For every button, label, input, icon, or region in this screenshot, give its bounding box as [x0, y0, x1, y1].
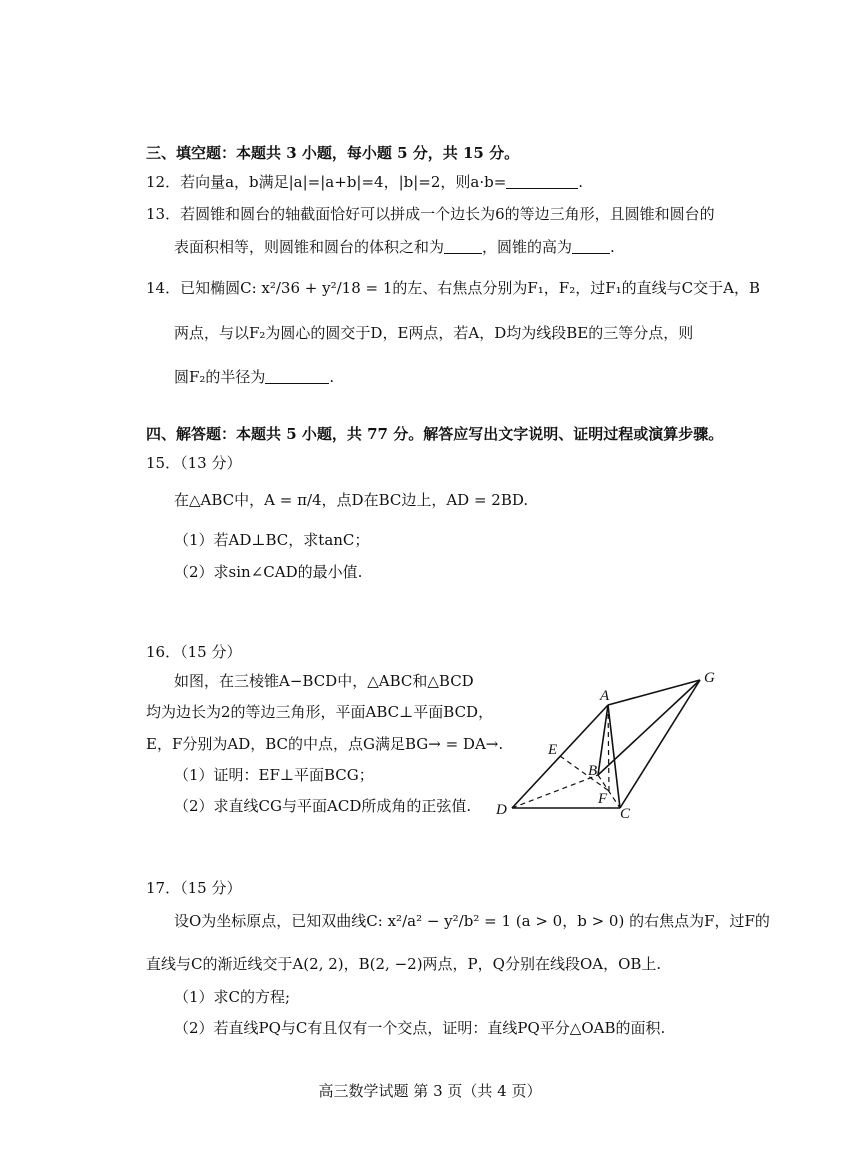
q12-answer-blank: [506, 174, 578, 189]
label-G: G: [704, 670, 715, 686]
label-C: C: [620, 806, 631, 822]
segment-EF-hidden: [560, 756, 609, 791]
q17-stem-line1: 设O为坐标原点，已知双曲线C: x²/a² − y²/b² = 1 (a > 0，b > 0) 的右焦点为F，过F的: [174, 912, 770, 930]
label-B: B: [588, 763, 598, 779]
q16-part2: （2）求直线CG与平面ACD所成角的正弦值.: [174, 797, 472, 815]
q16-tetrahedron-figure: [490, 660, 730, 830]
q13-end: .: [610, 238, 615, 256]
question-14-line3: [174, 366, 334, 388]
q14-text: 圆F₂的半径为: [174, 368, 266, 386]
q17-title: 17．（15 分）: [146, 879, 242, 897]
q13-blank-1: [444, 239, 482, 254]
q17-stem-line2: 直线与C的渐近线交于A(2, 2)，B(2, −2)两点，P，Q分别在线段OA，OB上.: [146, 955, 662, 973]
question-13-line1: 13．若圆锥和圆台的轴截面恰好可以拼成一个边长为6的等边三角形，且圆锥和圆台的: [146, 205, 715, 223]
section4-header: 四、解答题：本题共 5 小题，共 77 分。解答应写出文字说明、证明过程或演算步骤。: [146, 425, 724, 443]
q12-end: .: [578, 173, 584, 191]
question-14-line1: 14．已知椭圆C: x²/36 + y²/18 = 1的左、右焦点分别为F₁，F₂，过F₁的直线与C交于A，B: [146, 279, 760, 297]
question-13-line2: [174, 236, 615, 258]
q17-part2: （2）若直线PQ与C有且仅有一个交点，证明：直线PQ平分△OAB的面积.: [174, 1019, 666, 1037]
q13-text-a: 表面积相等，则圆锥和圆台的体积之和为: [174, 238, 445, 256]
q14-end: .: [329, 368, 335, 386]
q15-part1: （1）若AD⊥BC，求tanC；: [174, 531, 370, 549]
q13-text-b: ，圆锥的高为: [482, 238, 573, 256]
q16-stem-line3: E，F分别为AD，BC的中点，点G满足BG→ = DA→.: [146, 735, 504, 753]
label-A: A: [600, 688, 610, 704]
page-footer: 高三数学试题 第 3 页（共 4 页）: [318, 1082, 542, 1100]
q12-text: 12．若向量a，b满足|a|=|a+b|=4，|b|=2，则a·b=: [146, 173, 507, 191]
q15-stem: 在△ABC中，A = π/4，点D在BC边上，AD = 2BD.: [174, 491, 529, 509]
q15-title: 15．（13 分）: [146, 454, 242, 472]
question-14-line2: 两点，与以F₂为圆心的圆交于D，E两点，若A，D均为线段BE的三等分点，则: [174, 324, 694, 342]
q14-answer-blank: [265, 369, 329, 384]
q17-part1: （1）求C的方程;: [174, 988, 291, 1006]
q15-part2: （2）求sin∠CAD的最小值.: [174, 563, 363, 581]
q16-title: 16．（15 分）: [146, 643, 242, 661]
label-F: F: [598, 791, 608, 807]
q16-stem-line2: 均为边长为2的等边三角形，平面ABC⊥平面BCD，: [146, 703, 494, 721]
q13-blank-2: [572, 239, 610, 254]
label-D: D: [496, 802, 507, 818]
edge-DB-hidden: [512, 775, 598, 808]
edge-AB: [598, 705, 608, 775]
section3-header: 三、填空题：本题共 3 小题，每小题 5 分，共 15 分。: [146, 144, 520, 162]
label-E: E: [548, 742, 558, 758]
question-12: [146, 171, 583, 193]
q16-stem-line1: 如图，在三棱锥A−BCD中，△ABC和△BCD: [174, 672, 474, 690]
q16-part1: （1）证明：EF⊥平面BCG；: [174, 766, 374, 784]
